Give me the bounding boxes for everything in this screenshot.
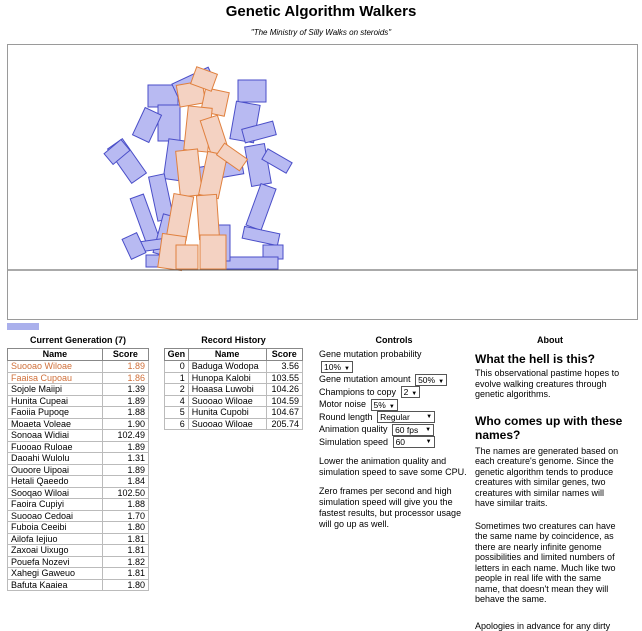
current-generation-title: Current Generation (7) [7, 335, 149, 345]
about-heading-names: Who comes up with these names? [475, 414, 625, 442]
record-name: Hoaasa Luwobi [188, 384, 266, 396]
controls-note-cpu: Lower the animation quality and simulation speed to save some CPU. [319, 456, 469, 478]
creature-score: 1.39 [102, 384, 148, 396]
creature-name: Sonoaa Widiai [8, 430, 103, 442]
table-row [8, 545, 149, 557]
chevron-down-icon: ▼ [426, 437, 432, 447]
col-header-name: Name [8, 349, 103, 361]
about-heading-what: What the hell is this? [475, 352, 625, 366]
creature-score: 1.89 [102, 395, 148, 407]
creature-score: 1.81 [102, 568, 148, 580]
creature-score: 102.50 [102, 487, 148, 499]
table-row [8, 579, 149, 591]
creature-score: 1.89 [102, 464, 148, 476]
record-name: Baduga Wodopa [188, 361, 266, 373]
chevron-down-icon: ▼ [425, 425, 431, 435]
creature-score: 1.84 [102, 476, 148, 488]
table-row [8, 568, 149, 580]
page-subtitle: "The Ministry of Silly Walks on steroids" [0, 28, 642, 37]
table-row [165, 384, 303, 396]
record-score: 104.26 [266, 384, 302, 396]
creature-name: Hunita Cupeai [8, 395, 103, 407]
creature-name: Daoahi Wulolu [8, 453, 103, 465]
creature-score: 1.80 [102, 522, 148, 534]
record-name: Suooao Wiloae [188, 418, 266, 430]
record-name: Hunita Cupobi [188, 407, 266, 419]
creature-name: Sooqao Wiloai [8, 487, 103, 499]
creature-name: Ouoore Uipoai [8, 464, 103, 476]
table-row [8, 476, 149, 488]
motor-noise-label: Motor noise [319, 399, 366, 409]
creature-name: Bafuta Kaaiea [8, 579, 103, 591]
record-score: 103.55 [266, 372, 302, 384]
record-name: Suooao Wiloae [188, 395, 266, 407]
creature-name: Hetali Qaeedo [8, 476, 103, 488]
animation-quality-label: Animation quality [319, 424, 388, 434]
chevron-down-icon: ▼ [426, 412, 432, 422]
chevron-down-icon: ▼ [389, 404, 395, 410]
table-row [165, 407, 303, 419]
creature-name: Suooao Cedoai [8, 510, 103, 522]
round-length-label: Round length [319, 412, 373, 422]
creature-name: Zaxoai Uixugo [8, 545, 103, 557]
col-header-score: Score [102, 349, 148, 361]
chevron-down-icon: ▼ [411, 391, 417, 397]
record-score: 104.59 [266, 395, 302, 407]
simulation-scene [8, 45, 637, 319]
current-generation-table [7, 348, 149, 591]
creature-score: 1.31 [102, 453, 148, 465]
creature-name: Moaeta Voleae [8, 418, 103, 430]
gene-mutation-amount-label: Gene mutation amount [319, 374, 411, 384]
gene-mutation-probability-label: Gene mutation probability [319, 348, 469, 361]
table-row [8, 361, 149, 373]
table-row [8, 453, 149, 465]
table-row [8, 372, 149, 384]
record-score: 104.67 [266, 407, 302, 419]
record-gen: 2 [165, 384, 189, 396]
table-row [8, 418, 149, 430]
table-row [8, 464, 149, 476]
table-row [8, 510, 149, 522]
table-row [8, 395, 149, 407]
about-paragraph-coincidence: Sometimes two creatures can have the same name by coincidence, as there are nearly infinite genome possibilities and limited numbers of letters in each name. Much like two people in real life with the same name, that doesn't mean they will behave the same. [475, 521, 625, 605]
creature-score: 102.49 [102, 430, 148, 442]
about-paragraph-names: The names are generated based on each creature's genome. Since the genetic algorithm tends to produce creatures with similar genes, two creatures with similar names will have similar traits. [475, 446, 625, 509]
col-header-gen: Gen [165, 349, 189, 361]
record-gen: 1 [165, 372, 189, 384]
col-header-name: Name [188, 349, 266, 361]
simulation-speed-select[interactable]: 60 ▼ [393, 436, 435, 448]
gene-mutation-amount-select[interactable]: 50% ▼ [415, 374, 447, 386]
creature-score: 1.80 [102, 579, 148, 591]
creature-name: Fuooao Ruloae [8, 441, 103, 453]
about-paragraph-apologies: Apologies in advance for any dirty [475, 621, 625, 631]
about-paragraph-what: This observational pastime hopes to evolve walking creatures through genetic algorithms. [475, 368, 625, 400]
table-row [165, 372, 303, 384]
table-row [8, 407, 149, 419]
round-length-select[interactable]: Regular ▼ [377, 411, 435, 423]
col-header-score: Score [266, 349, 302, 361]
creature-name: Faoiia Pupoqe [8, 407, 103, 419]
record-gen: 6 [165, 418, 189, 430]
creature-score: 1.86 [102, 372, 148, 384]
gene-mutation-probability-select[interactable]: 10% ▼ [321, 361, 353, 373]
record-gen: 0 [165, 361, 189, 373]
creature-score: 1.70 [102, 510, 148, 522]
chevron-down-icon: ▼ [438, 379, 444, 385]
creature-score: 1.88 [102, 499, 148, 511]
creature-name: Xahegi Gaweuo [8, 568, 103, 580]
table-row [8, 499, 149, 511]
record-history-table [164, 348, 303, 430]
table-row [8, 556, 149, 568]
about-title: About [475, 335, 625, 345]
record-name: Hunopa Kalobi [188, 372, 266, 384]
table-row [8, 430, 149, 442]
creature-name: Suooao Wiloae [8, 361, 103, 373]
controls-note-speed: Zero frames per second and high simulation speed will give you the fastest results, but processor usage will go up as well. [319, 486, 469, 530]
page-title: Genetic Algorithm Walkers [0, 3, 642, 20]
creature-score: 1.88 [102, 407, 148, 419]
creature-name: Fuboia Ceeibi [8, 522, 103, 534]
creature-score: 1.89 [102, 361, 148, 373]
table-row [8, 441, 149, 453]
controls-panel [319, 348, 469, 530]
creature-score: 1.89 [102, 441, 148, 453]
creature-score: 1.82 [102, 556, 148, 568]
round-progress-bar [7, 323, 39, 330]
creature-name: Pouefa Nozevi [8, 556, 103, 568]
champions-to-copy-select[interactable]: 2 ▼ [401, 386, 421, 398]
creature-name: Faaisa Cupoau [8, 372, 103, 384]
creature-name: Ailofa Iejiuo [8, 533, 103, 545]
record-history-title: Record History [164, 335, 303, 345]
motor-noise-select[interactable]: 5% ▼ [371, 399, 398, 411]
table-row [8, 487, 149, 499]
champions-to-copy-label: Champions to copy [319, 387, 396, 397]
animation-quality-select[interactable]: 60 fps ▼ [392, 424, 434, 436]
creature-name: Sojole Maiipi [8, 384, 103, 396]
creature-score: 1.81 [102, 533, 148, 545]
chevron-down-icon: ▼ [344, 366, 350, 372]
table-row [8, 522, 149, 534]
simulation-speed-label: Simulation speed [319, 437, 388, 447]
table-row [165, 361, 303, 373]
table-row [8, 384, 149, 396]
creature-score: 1.81 [102, 545, 148, 557]
controls-title: Controls [319, 335, 469, 345]
creature-name: Faoira Cupiyi [8, 499, 103, 511]
creature-score: 1.90 [102, 418, 148, 430]
table-row [165, 395, 303, 407]
record-score: 205.74 [266, 418, 302, 430]
record-gen: 4 [165, 395, 189, 407]
record-score: 3.56 [266, 361, 302, 373]
table-row [165, 418, 303, 430]
record-gen: 5 [165, 407, 189, 419]
simulation-canvas[interactable] [7, 44, 638, 320]
table-row [8, 533, 149, 545]
about-panel [475, 348, 625, 631]
